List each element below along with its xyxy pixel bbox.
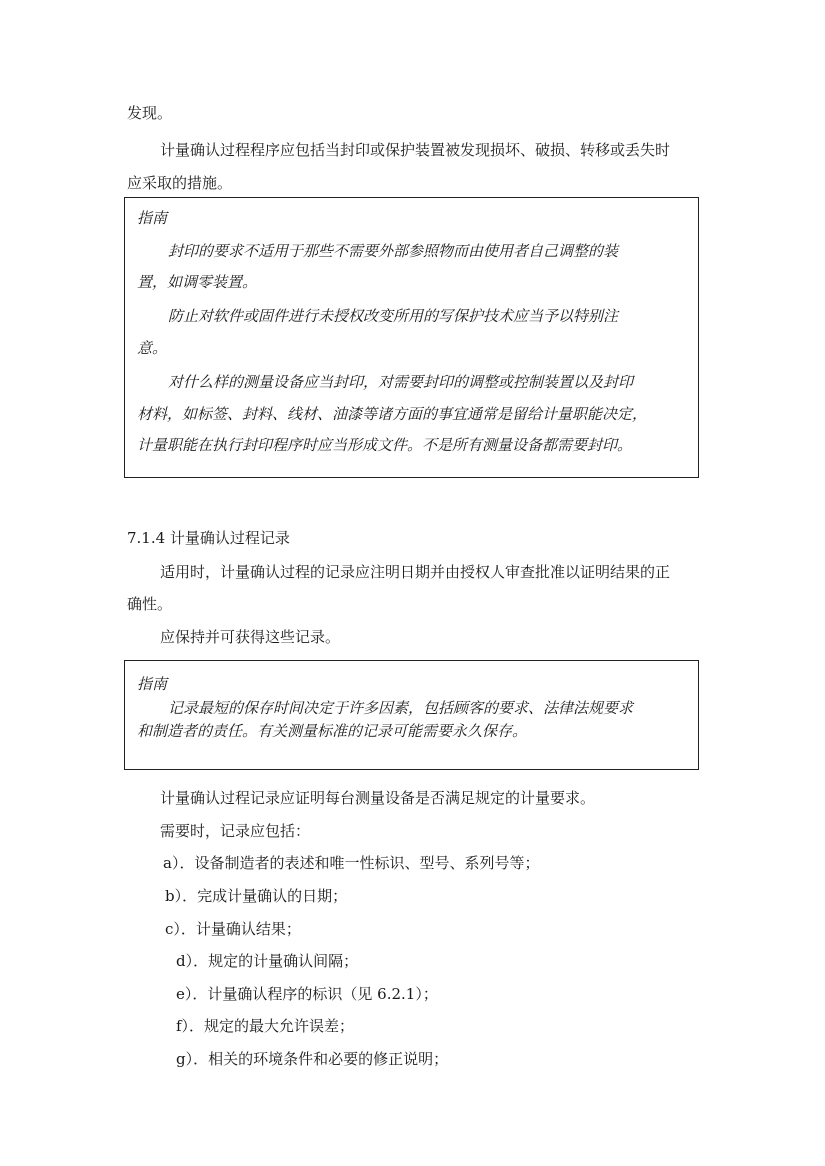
list-item: c）．计量确认结果； <box>165 920 301 938</box>
list-item: b）．完成计量确认的日期； <box>165 887 348 905</box>
list-item: g）．相关的环境条件和必要的修正说明； <box>176 1050 449 1068</box>
guidance-title: 指南 <box>137 209 168 227</box>
paragraph-line: 应采取的措施。 <box>127 174 233 192</box>
paragraph-line: 确性。 <box>127 595 173 613</box>
list-item: f）．规定的最大允许误差； <box>176 1017 355 1035</box>
guidance-line: 计量职能在执行封印程序时应当形成文件。不是所有测量设备都需要封印。 <box>137 436 633 454</box>
guidance-line: 记录最短的保存时间决定于许多因素，包括顾客的要求、法律法规要求 <box>168 699 634 717</box>
guidance-line: 材料，如标签、封料、线材、油漆等诸方面的事宜通常是留给计量职能决定， <box>137 405 648 423</box>
guidance-line: 意。 <box>137 339 168 357</box>
paragraph-line: 计量确认过程程序应包括当封印或保护装置被发现损坏、破损、转移或丢失时 <box>160 141 671 159</box>
guidance-title: 指南 <box>137 675 168 693</box>
list-item: d）．规定的计量确认间隔； <box>176 952 359 970</box>
guidance-line: 封印的要求不适用于那些不需要外部参照物而由使用者自己调整的装 <box>168 242 619 260</box>
paragraph-line: 应保持并可获得这些记录。 <box>160 628 341 646</box>
guidance-line: 置，如调零装置。 <box>137 273 258 291</box>
section-heading: 7.1.4 计量确认过程记录 <box>127 529 290 547</box>
paragraph-line: 适用时，计量确认过程的记录应注明日期并由授权人审查批准以证明结果的正 <box>160 563 671 581</box>
list-item: a）．设备制造者的表述和唯一性标识、型号、系列号等； <box>163 854 540 872</box>
paragraph-fragment: 发现。 <box>127 104 173 122</box>
list-item: e）．计量确认程序的标识（见 6.2.1）； <box>176 985 438 1003</box>
paragraph-line: 计量确认过程记录应证明每台测量设备是否满足规定的计量要求。 <box>160 789 596 807</box>
guidance-line: 和制造者的责任。有关测量标准的记录可能需要永久保存。 <box>137 722 528 740</box>
guidance-line: 对什么样的测量设备应当封印，对需要封印的调整或控制装置以及封印 <box>168 373 634 391</box>
paragraph-line: 需要时，记录应包括： <box>160 822 311 840</box>
guidance-line: 防止对软件或固件进行未授权改变所用的写保护技术应当予以特别注 <box>168 307 619 325</box>
